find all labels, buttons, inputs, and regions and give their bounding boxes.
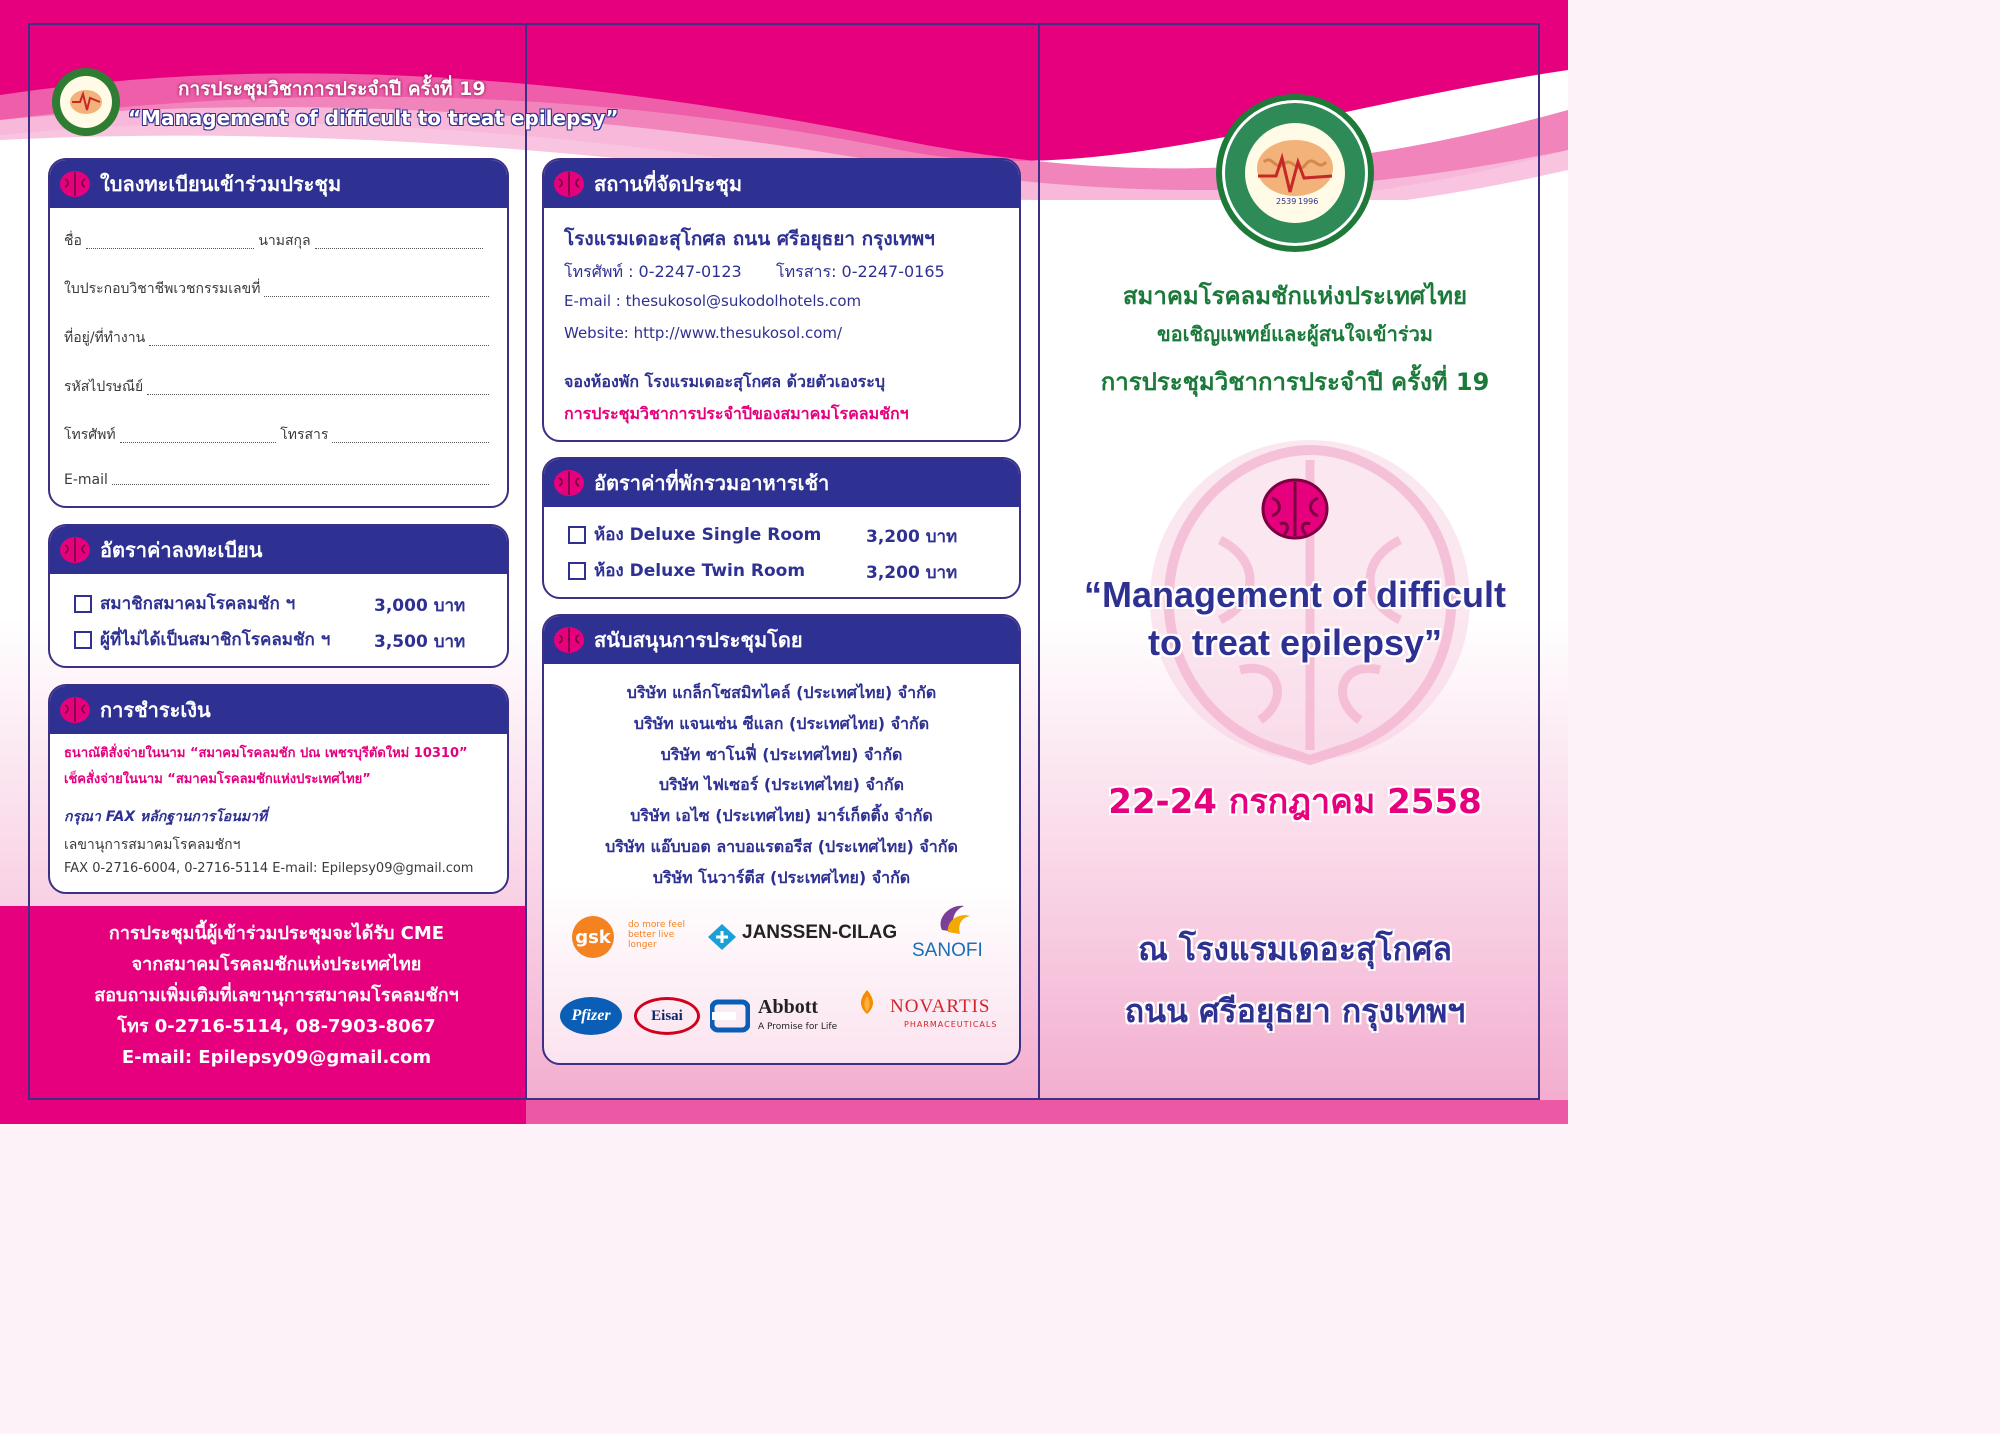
address-field[interactable]	[149, 345, 489, 346]
fee-option-member[interactable]	[74, 590, 295, 617]
sanofi-logo: SANOFI	[912, 940, 983, 961]
brain-icon	[1260, 474, 1330, 544]
abbott-logo: Abbott	[758, 996, 819, 1018]
abbott-logo-icon	[710, 998, 750, 1034]
venue-booking-reference: การประชุมวิชาการประจำปีของสมาคมโรคลมชักฯ	[564, 404, 909, 423]
address-row	[64, 327, 493, 349]
fee-option-price: 3,000 บาท	[374, 596, 466, 616]
fold-line-1	[525, 23, 527, 1100]
sponsor-item: บริษัท เอไซ (ประเทศไทย) มาร์เก็ตติ้ง จำกัด	[630, 806, 933, 826]
venue-hotel: โรงแรมเดอะสุโกศล ถนน ศรีอยุธยา กรุงเทพฯ	[564, 228, 935, 250]
gsk-tagline: do more feel better live longer	[628, 920, 685, 950]
abbott-tagline: A Promise for Life	[758, 1022, 838, 1032]
room-rate-title: อัตราค่าที่พักรวมอาหารเช้า	[594, 471, 830, 495]
payment-box	[48, 684, 509, 894]
sponsor-item: บริษัท แจนเซ่น ซีแลก (ประเทศไทย) จำกัด	[633, 713, 930, 733]
fee-option-label: สมาชิกสมาคมโรคลมชัก ฯ	[100, 594, 296, 614]
janssen-logo-icon	[706, 922, 738, 952]
brain-icon	[552, 623, 586, 657]
sponsor-item: บริษัท แกล็กโซสมิทไคล์ (ประเทศไทย) จำกัด	[626, 683, 937, 702]
registration-fee-box	[48, 524, 509, 668]
seal-year-en: 1996	[1298, 197, 1319, 206]
sponsor-item: บริษัท โนวาร์ตีส (ประเทศไทย) จำกัด	[652, 867, 911, 887]
society-seal-icon	[1214, 92, 1376, 254]
sponsors-header	[544, 616, 1019, 664]
pfizer-logo: Pfizer	[560, 997, 622, 1035]
seal-year-th: 2539	[1276, 197, 1297, 206]
brain-icon	[58, 167, 92, 201]
surname-label: นามสกุล	[258, 233, 311, 249]
fee-option-price: 3,500 บาท	[374, 632, 466, 652]
cover-date: 22-24 กรกฎาคม 2558	[1108, 782, 1482, 822]
name-field[interactable]	[86, 248, 254, 249]
sponsor-item: บริษัท แอ๊บบอต ลาบอแรตอรีส (ประเทศไทย) จำกัด	[605, 836, 958, 856]
registration-fee-title: อัตราค่าลงทะเบียน	[100, 538, 263, 562]
cover-meeting: การประชุมวิชาการประจำปี ครั้งที่ 19	[1100, 368, 1490, 396]
payment-secretary: เลขานุการสมาคมโรคลมชักฯ	[64, 837, 241, 853]
surname-field[interactable]	[315, 248, 483, 249]
registration-form-title: ใบลงทะเบียนเข้าร่วมประชุม	[100, 172, 342, 196]
cme-line: E-mail: Epilepsy09@gmail.com	[121, 1047, 432, 1068]
sponsors-title: สนับสนุนการประชุมโดย	[594, 628, 803, 652]
fax-field[interactable]	[332, 442, 489, 443]
name-label: ชื่อ	[64, 233, 82, 249]
room-option-label: ห้อง Deluxe Single Room	[594, 525, 822, 545]
cover-invitation: ขอเชิญแพทย์และผู้สนใจเข้าร่วม	[1157, 322, 1433, 346]
license-field[interactable]	[264, 296, 489, 297]
email-label: E-mail	[64, 472, 108, 488]
payment-cheque: เช็คสั่งจ่ายในนาม “สมาคมโรคลมชักแห่งประเทศไทย”	[64, 772, 371, 787]
novartis-logo: NOVARTIS	[890, 996, 991, 1017]
brain-icon	[58, 533, 92, 567]
novartis-flame-icon	[854, 988, 880, 1016]
postcode-row	[64, 376, 493, 398]
cover-venue-line2: ถนน ศรีอยุธยา กรุงเทพฯ	[1124, 992, 1466, 1030]
cover-organization: สมาคมโรคลมชักแห่งประเทศไทย	[1122, 282, 1468, 310]
cme-info	[28, 918, 525, 1073]
payment-header	[50, 686, 507, 734]
postcode-label: รหัสไปรษณีย์	[64, 379, 144, 395]
eisai-logo: Eisai	[634, 997, 700, 1035]
cover-title-line2: to treat epilepsy”	[1147, 622, 1443, 663]
cme-line: จากสมาคมโรคลมชักแห่งประเทศไทย	[131, 954, 422, 975]
payment-title: การชำระเงิน	[100, 698, 211, 722]
checkbox-icon[interactable]	[74, 595, 92, 613]
payment-money-order: ธนาณัติสั่งจ่ายในนาม “สมาคมโรคลมชัก ปณ เพชรบุรีตัดใหม่ 10310”	[64, 746, 468, 761]
registration-form-box	[48, 158, 509, 508]
license-row	[64, 278, 493, 300]
cover-title-line1: “Management of difficult	[1084, 574, 1506, 615]
venue-header	[544, 160, 1019, 208]
room-option-price: 3,200 บาท	[866, 563, 958, 583]
room-rate-box	[542, 457, 1021, 599]
fee-option-label: ผู้ที่ไม่ได้เป็นสมาชิกโรคลมชัก ฯ	[100, 630, 331, 650]
venue-email[interactable]: E-mail : thesukosol@sukodolhotels.com	[564, 292, 862, 310]
sanofi-logo-icon	[932, 900, 974, 938]
sponsor-item: บริษัท ซาโนฟี่ (ประเทศไทย) จำกัด	[660, 744, 903, 764]
cme-line: การประชุมนี้ผู้เข้าร่วมประชุมจะได้รับ CME	[108, 923, 445, 944]
room-option-price: 3,200 บาท	[866, 527, 958, 547]
room-rate-header	[544, 459, 1019, 507]
header-meeting-title: การประชุมวิชาการประจำปี ครั้งที่ 19	[178, 78, 486, 100]
brain-icon	[552, 466, 586, 500]
room-option-single[interactable]	[568, 521, 821, 548]
venue-booking-note: จองห้องพัก โรงแรมเดอะสุโกศล ด้วยตัวเองระบุ	[564, 372, 886, 391]
novartis-tagline: PHARMACEUTICALS	[904, 1020, 998, 1029]
brain-icon	[58, 693, 92, 727]
cme-line: สอบถามเพิ่มเติมที่เลขานุการสมาคมโรคลมชักฯ	[94, 985, 459, 1006]
payment-fax-note: กรุณา FAX หลักฐานการโอนมาที่	[64, 809, 268, 825]
venue-fax: โทรสาร: 0-2247-0165	[776, 262, 945, 281]
fax-label: โทรสาร	[280, 427, 329, 443]
registration-form-header	[50, 160, 507, 208]
cme-line: โทร 0-2716-5114, 08-7903-8067	[117, 1016, 436, 1037]
room-option-twin[interactable]	[568, 557, 805, 584]
phone-field[interactable]	[120, 442, 277, 443]
gsk-logo: gsk	[572, 916, 614, 958]
brain-icon	[552, 167, 586, 201]
janssen-logo: JANSSEN-CILAG	[742, 922, 898, 943]
checkbox-icon[interactable]	[568, 526, 586, 544]
checkbox-icon[interactable]	[74, 631, 92, 649]
payment-contact: FAX 0-2716-6004, 0-2716-5114 E-mail: Epilepsy09@gmail.com	[64, 861, 474, 876]
venue-website[interactable]: Website: http://www.thesukosol.com/	[564, 324, 843, 342]
room-option-label: ห้อง Deluxe Twin Room	[594, 561, 806, 581]
cover-venue-line1: ณ โรงแรมเดอะสุโกศล	[1138, 930, 1452, 968]
postcode-field[interactable]	[147, 394, 489, 395]
bottom-band	[526, 1100, 1568, 1124]
email-row	[64, 472, 493, 488]
phone-label: โทรศัพท์	[64, 427, 116, 443]
sponsor-list	[544, 678, 1019, 894]
sponsor-item: บริษัท ไฟเซอร์ (ประเทศไทย) จำกัด	[658, 775, 904, 795]
venue-title: สถานที่จัดประชุม	[594, 172, 743, 196]
society-seal-small-icon	[50, 66, 122, 138]
address-label: ที่อยู่/ที่ทำงาน	[64, 330, 146, 346]
email-field[interactable]	[112, 484, 489, 485]
fee-option-nonmember[interactable]	[74, 626, 330, 653]
header-meeting-subtitle: “Management of difficult to treat epilepsy”	[128, 106, 619, 130]
name-row	[64, 230, 487, 252]
license-label: ใบประกอบวิชาชีพเวชกรรมเลขที่	[64, 281, 261, 297]
registration-fee-header	[50, 526, 507, 574]
sponsors-box	[542, 614, 1021, 1065]
venue-box	[542, 158, 1021, 442]
venue-phone: โทรศัพท์ : 0-2247-0123	[564, 262, 742, 281]
checkbox-icon[interactable]	[568, 562, 586, 580]
phone-row	[64, 424, 493, 446]
